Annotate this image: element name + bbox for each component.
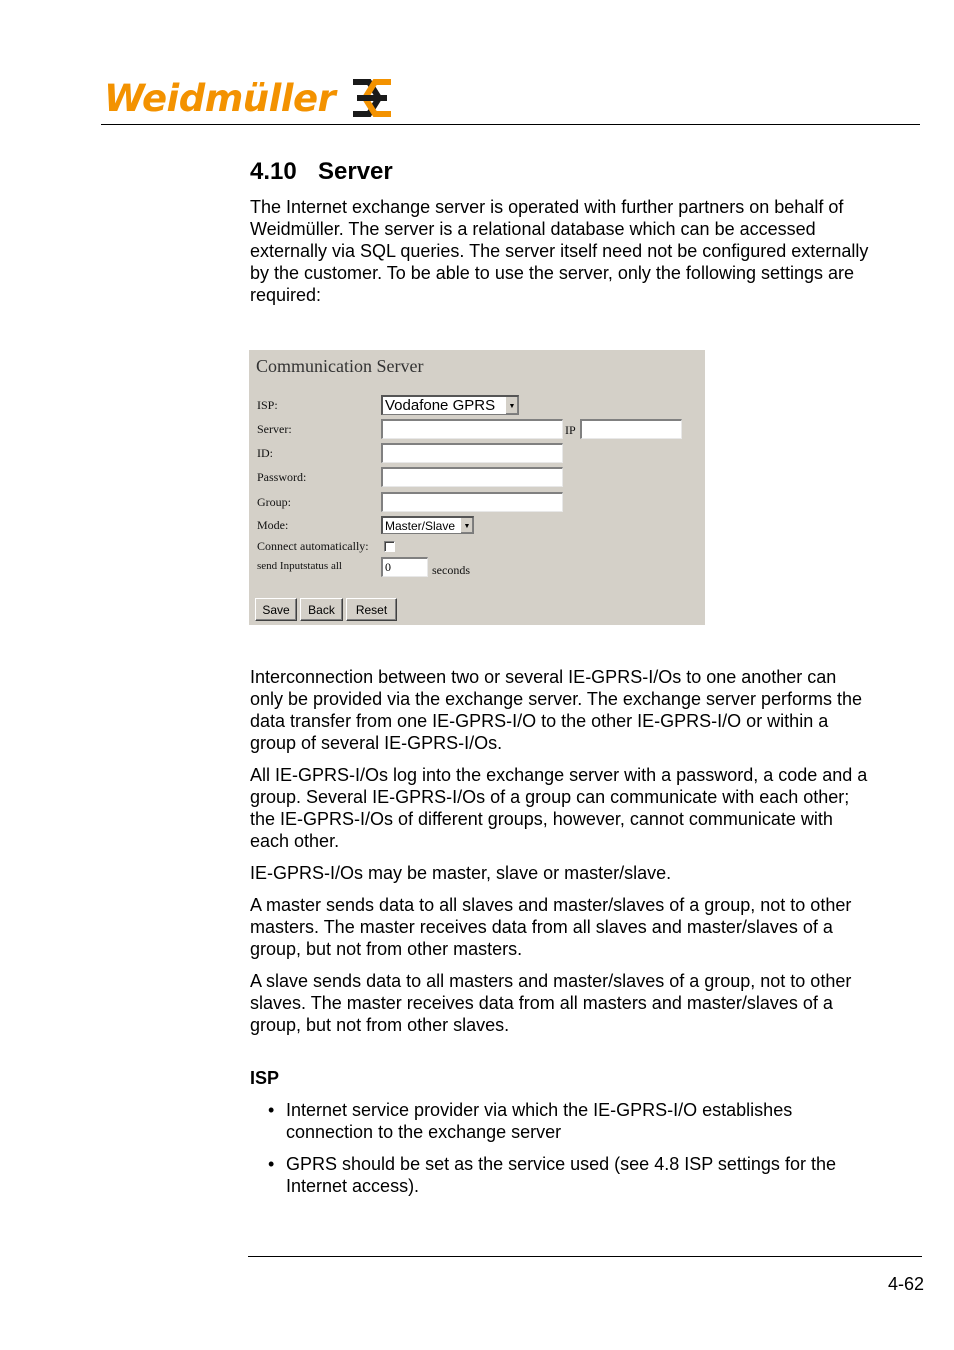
panel-title: Communication Server xyxy=(256,356,424,376)
password-label: Password: xyxy=(257,470,307,484)
id-label: ID: xyxy=(257,446,273,460)
list-item: • GPRS should be set as the service used (see 4.8 ISP settings for the Internet access). xyxy=(250,1153,870,1197)
mode-select-value: Master/Slave xyxy=(385,518,456,533)
isp-select-value: Vodafone GPRS xyxy=(385,397,496,414)
save-button[interactable]: Save xyxy=(255,598,297,621)
id-input[interactable] xyxy=(381,443,563,463)
connect-automatically-checkbox[interactable] xyxy=(384,541,395,552)
mode-select[interactable] xyxy=(381,516,474,534)
body-paragraph-2: All IE-GPRS-I/Os log into the exchange server with a password, a code and a group. Several IE-GPRS-I/Os of a group can communicate with each other; the IE-GPRS-I/Os of different groups, however, cannot communicate with each other. xyxy=(250,765,868,851)
weidmuller-mark-icon xyxy=(349,76,395,120)
body-content xyxy=(250,666,870,1207)
isp-bullet-list xyxy=(250,1099,870,1197)
chevron-down-icon[interactable]: ▼ xyxy=(505,397,518,414)
logo-text: Weidmüller xyxy=(104,76,336,120)
page-number: 4-62 xyxy=(887,1274,924,1294)
group-input[interactable] xyxy=(381,492,563,512)
seconds-label: seconds xyxy=(432,563,470,577)
section-title: Server xyxy=(318,158,393,185)
section-content xyxy=(250,158,870,306)
body-paragraph-1: Interconnection between two or several IE-GPRS-I/Os to one another can only be provided via the exchange server. The exchange server performs the data transfer from one IE-GPRS-I/O to the other IE-GPRS-I/O or within a group of several IE-GPRS-I/Os. xyxy=(250,667,863,753)
header-rule xyxy=(101,124,920,125)
isp-select[interactable] xyxy=(381,395,519,415)
weidmuller-logo xyxy=(104,76,395,120)
section-heading xyxy=(250,158,870,186)
chevron-down-icon[interactable]: ▼ xyxy=(460,518,473,533)
ip-input[interactable] xyxy=(580,419,682,439)
group-label: Group: xyxy=(257,495,291,509)
body-paragraph-4: A master sends data to all slaves and master/slaves of a group, not to other masters. The master receives data from all slaves and master/slaves of a group, but not from other masters. xyxy=(250,895,852,959)
isp-label: ISP: xyxy=(257,398,278,412)
isp-heading: ISP xyxy=(250,1068,280,1088)
mode-label: Mode: xyxy=(257,518,289,532)
ip-label: IP xyxy=(565,423,576,437)
server-input[interactable] xyxy=(381,419,563,439)
section-number: 4.10 xyxy=(250,158,297,185)
body-paragraph-3: IE-GPRS-I/Os may be master, slave or master/slave. xyxy=(250,863,672,883)
communication-server-panel xyxy=(249,350,705,625)
send-inputstatus-input[interactable]: 0 xyxy=(381,557,428,577)
back-button[interactable]: Back xyxy=(300,598,343,621)
server-label: Server: xyxy=(257,422,292,436)
footer-rule xyxy=(248,1256,922,1257)
body-paragraph-5: A slave sends data to all masters and master/slaves of a group, not to other slaves. The master receives data from all masters and master/slaves of a group, but not from other slaves. xyxy=(250,971,852,1035)
password-input[interactable] xyxy=(381,467,563,487)
send-inputstatus-label: send Inputstatus all xyxy=(257,560,342,572)
reset-button[interactable]: Reset xyxy=(346,598,397,621)
intro-paragraph: The Internet exchange server is operated with further partners on behalf of Weidmüller. The server is a relational database which can be accessed externally via SQL queries. The server itself need not be configured externally by the customer. To be able to use the server, only the following settings are required: xyxy=(250,197,869,305)
list-item: • Internet service provider via which the IE-GPRS-I/O establishes connection to the exchange server xyxy=(250,1099,870,1143)
connect-automatically-label: Connect automatically: xyxy=(257,539,369,553)
